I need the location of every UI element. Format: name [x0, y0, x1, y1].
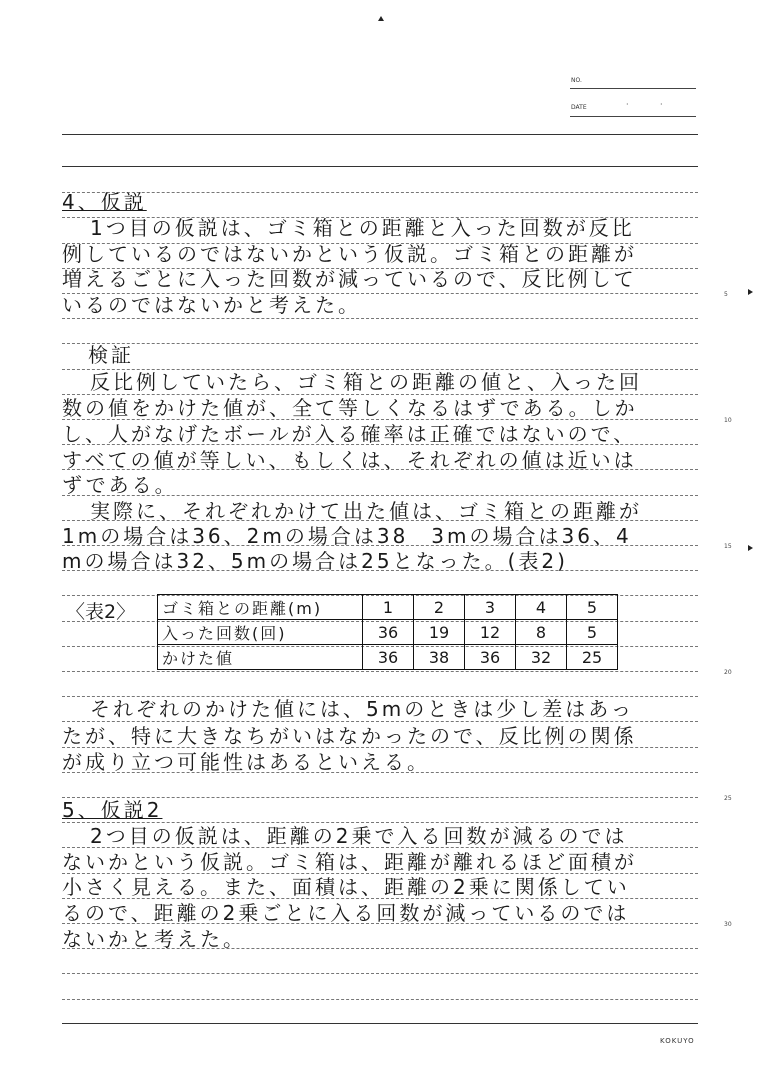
- text-line: るので、距離の2乗ごとに入る回数が減っているのでは: [62, 901, 630, 925]
- table-label: 〈表2〉: [66, 601, 136, 623]
- text-line: 1mの場合は36、2mの場合は38 3mの場合は36、4: [62, 524, 632, 548]
- no-label: NO.: [571, 77, 582, 84]
- text-line: し、人がなげたボールが入る確率は正確ではないので、: [62, 422, 637, 446]
- line-number: 5: [724, 291, 728, 298]
- section-heading: 4、仮説: [62, 190, 147, 214]
- text-line: 反比例していたら、ゴミ箱との距離の値と、入った回: [90, 370, 642, 394]
- row-header: 入った回数(回): [158, 620, 363, 645]
- ruled-line: [62, 671, 698, 672]
- cell: 3: [465, 595, 516, 620]
- cell: 38: [414, 645, 465, 670]
- footer-rule: [62, 1023, 698, 1024]
- text-line: 例しているのではないかという仮説。ゴミ箱との距離が: [62, 242, 637, 266]
- table-row: [158, 595, 618, 620]
- cell: 1: [363, 595, 414, 620]
- line-number: 10: [724, 417, 732, 424]
- header-rule: [62, 134, 698, 135]
- text-line: 数の値をかけた値が、全て等しくなるはずである。しか: [62, 396, 638, 420]
- side-marker-icon: [748, 545, 753, 551]
- line-number: 15: [724, 543, 732, 550]
- cell: 4: [516, 595, 567, 620]
- ruled-line: [62, 999, 698, 1000]
- section-heading: 5、仮説2: [62, 798, 163, 822]
- cell: 25: [567, 645, 618, 670]
- text-line: たが、特に大きなちがいはなかったので、反比例の関係: [62, 724, 637, 748]
- ruled-line: [62, 973, 698, 974]
- ruled-line: [62, 721, 698, 722]
- top-marker-icon: [378, 16, 384, 21]
- text-line: 1つ目の仮説は、ゴミ箱との距離と入った回数が反比: [90, 216, 635, 240]
- text-line: が成り立つ可能性はあるといえる。: [62, 750, 430, 774]
- cell: 32: [516, 645, 567, 670]
- line-number: 25: [724, 795, 732, 802]
- text-line: いるのではないかと考えた。: [62, 293, 361, 317]
- brand-mark: KOKUYO: [660, 1037, 695, 1045]
- text-line: 2つ目の仮説は、距離の2乗で入る回数が減るのでは: [90, 824, 628, 848]
- row-header: ゴミ箱との距離(m): [158, 595, 363, 620]
- text-line: それぞれのかけた値には、5mのときは少し差はあっ: [90, 697, 635, 721]
- table-row: [158, 645, 618, 670]
- side-marker-icon: [748, 289, 753, 295]
- cell: 5: [567, 620, 618, 645]
- text-line: 小さく見える。また、面積は、距離の2乗に関係してい: [62, 875, 630, 899]
- section-heading: 検証: [88, 343, 134, 367]
- cell: 19: [414, 620, 465, 645]
- ruled-line: [62, 343, 698, 344]
- date-label: DATE: [571, 104, 587, 111]
- date-line: [570, 116, 696, 117]
- cell: 36: [363, 645, 414, 670]
- row-header: かけた値: [158, 645, 363, 670]
- text-line: ないかという仮説。ゴミ箱は、距離が離れるほど面積が: [62, 850, 637, 874]
- date-separator: ·: [660, 100, 663, 109]
- ruled-line: [62, 192, 698, 193]
- text-line: mの場合は32、5mの場合は25となった。(表2): [62, 549, 568, 573]
- no-line: [570, 88, 696, 89]
- cell: 5: [567, 595, 618, 620]
- text-line: ずである。: [62, 473, 178, 497]
- cell: 12: [465, 620, 516, 645]
- text-line: 実際に、それぞれかけて出た値は、ゴミ箱との距離が: [90, 499, 642, 523]
- line-number: 30: [724, 921, 732, 928]
- date-separator: ·: [626, 100, 629, 109]
- header-rule: [62, 166, 698, 167]
- text-line: 増えるごとに入った回数が減っているので、反比例して: [62, 267, 637, 291]
- cell: 2: [414, 595, 465, 620]
- ruled-line: [62, 318, 698, 319]
- table-row: [158, 620, 618, 645]
- line-number: 20: [724, 669, 732, 676]
- cell: 36: [363, 620, 414, 645]
- cell: 36: [465, 645, 516, 670]
- text-line: ないかと考えた。: [62, 927, 246, 951]
- text-line: すべての値が等しい、もしくは、それぞれの値は近いは: [62, 448, 637, 472]
- table-2: [157, 594, 618, 670]
- cell: 8: [516, 620, 567, 645]
